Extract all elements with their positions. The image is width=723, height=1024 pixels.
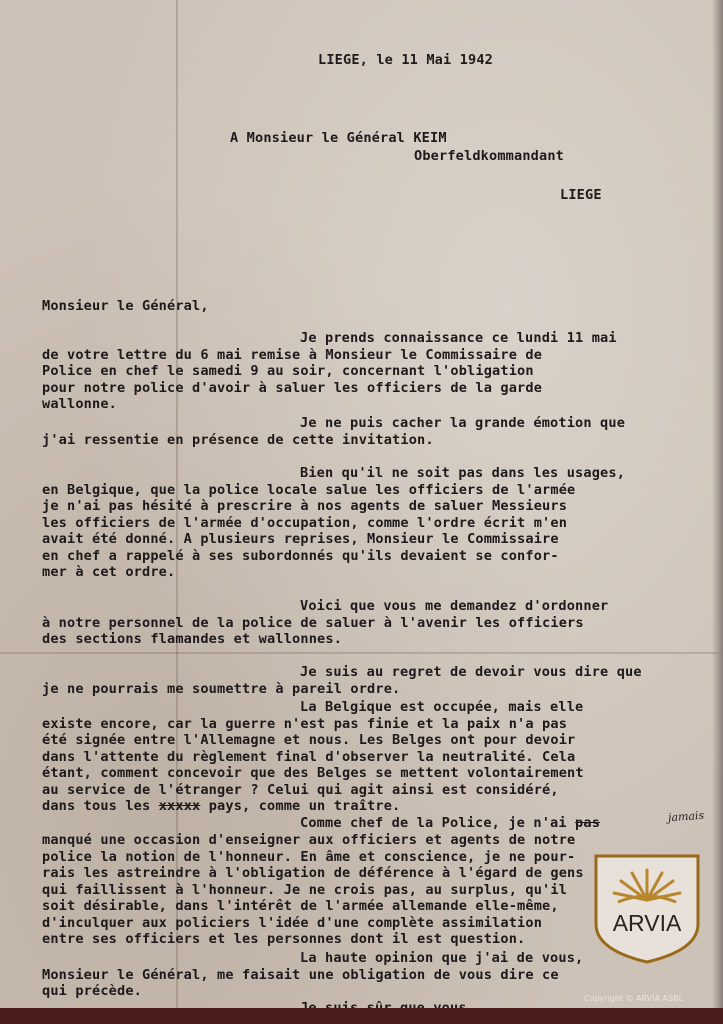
text-line: rais les astreindre à l'obligation de déférence à l'égard de gens [42, 865, 584, 881]
text-line: Bien qu'il ne soit pas dans les usages, [300, 465, 626, 481]
paragraph-6 [42, 699, 584, 798]
copyright-notice: Copyright © ARVIA ASBL [584, 994, 684, 1003]
logo-text: ARVIA [612, 910, 682, 936]
text-line: j'ai ressentie en présence de cette invitation. [42, 431, 434, 448]
text-line: Police en chef le samedi 9 au soir, concernant l'obligation [42, 363, 534, 379]
struck-word: pas [575, 815, 601, 831]
text-line: été signée entre l'Allemagne et nous. Les Belges ont pour devoir [42, 732, 576, 748]
text-line: wallonne. [42, 396, 118, 412]
text-segment: pays, comme un traître. [200, 798, 401, 814]
text-line: dans l'attente du règlement final d'observer la neutralité. Cela [42, 748, 576, 765]
recipient-line-2: Oberfeldkommandant [414, 148, 565, 164]
text-line: je ne pourrais me soumettre à pareil ordre. [42, 680, 401, 697]
paragraph-7 [42, 832, 584, 948]
recipient-line-3: LIEGE [560, 187, 602, 203]
text-line: Je ne puis cacher la grande émotion que [300, 415, 626, 431]
text-line: police la notion de l'honneur. En âme et conscience, je ne pour- [42, 848, 576, 865]
text-line: à notre personnel de la police de saluer à l'avenir les officiers [42, 614, 584, 631]
text-line: les officiers de l'armée d'occupation, comme l'ordre écrit m'en [42, 514, 568, 531]
text-line: mer à cet ordre. [42, 564, 176, 580]
text-line: entre ses officiers et les personnes dont il est question. [42, 931, 526, 947]
paragraph-4 [42, 598, 608, 648]
paragraph-1 [42, 330, 617, 413]
text-line: Je suis au regret de devoir vous dire que [300, 664, 642, 680]
text-line: en Belgique, que la police locale salue les officiers de l'armée [42, 481, 576, 498]
text-line: étant, comment concevoir que des Belges se mettent volontairement [42, 765, 584, 781]
scan-border [0, 1008, 723, 1024]
paper-edge-shadow [712, 0, 723, 1024]
text-line: Voici que vous me demandez d'ordonner [300, 598, 609, 614]
text-line: manqué une occasion d'enseigner aux officiers et agents de notre [42, 832, 576, 848]
handwritten-correction: jamais [667, 808, 705, 825]
text-line: des sections flamandes et wallonnes. [42, 631, 343, 647]
text-line: Je prends connaissance ce lundi 11 mai [300, 330, 617, 346]
arvia-logo-watermark [588, 846, 706, 964]
fold-crease-horizontal [0, 652, 723, 654]
text-line: d'inculquer aux policiers l'idée d'une complète assimilation [42, 914, 543, 931]
paragraph-8 [42, 950, 583, 1000]
salutation: Monsieur le Général, [42, 298, 209, 314]
text-segment: Comme chef de la Police, je n'ai [300, 815, 576, 831]
text-line: La haute opinion que j'ai de vous, [300, 950, 584, 966]
text-line: pour notre police d'avoir à saluer les officiers de la garde [42, 379, 543, 396]
paragraph-7-first-line [300, 815, 600, 831]
text-line: La Belgique est occupée, mais elle [300, 699, 584, 715]
place-date: LIEGE, le 11 Mai 1942 [318, 52, 494, 68]
paragraph-6-last-line [42, 798, 400, 814]
text-line: avait été donné. A plusieurs reprises, Monsieur le Commissaire [42, 531, 559, 547]
text-line: existe encore, car la guerre n'est pas finie et la paix n'a pas [42, 715, 568, 732]
text-line: soit désirable, dans l'intérêt de l'armée allemande elle-même, [42, 898, 559, 914]
paragraph-2 [42, 415, 625, 448]
text-line: je n'ai pas hésité à prescrire à nos agents de saluer Messieurs [42, 498, 568, 514]
text-line: en chef a rappelé à ses subordonnés qu'ils devaient se confor- [42, 547, 559, 564]
recipient-line-1: A Monsieur le Général KEIM [230, 130, 447, 146]
paragraph-3 [42, 465, 625, 581]
text-segment: dans tous les [42, 798, 159, 814]
text-line: au service de l'étranger ? Celui qui agit ainsi est considéré, [42, 781, 559, 798]
text-line: qui faillissent à l'honneur. Je ne crois pas, au surplus, qu'il [42, 881, 568, 898]
text-line: qui précède. [42, 983, 143, 999]
struck-word: xxxxx [158, 798, 201, 814]
text-line: de votre lettre du 6 mai remise à Monsieur le Commissaire de [42, 346, 543, 363]
paragraph-5 [42, 664, 642, 697]
text-line: Monsieur le Général, me faisait une obligation de vous dire ce [42, 966, 559, 983]
